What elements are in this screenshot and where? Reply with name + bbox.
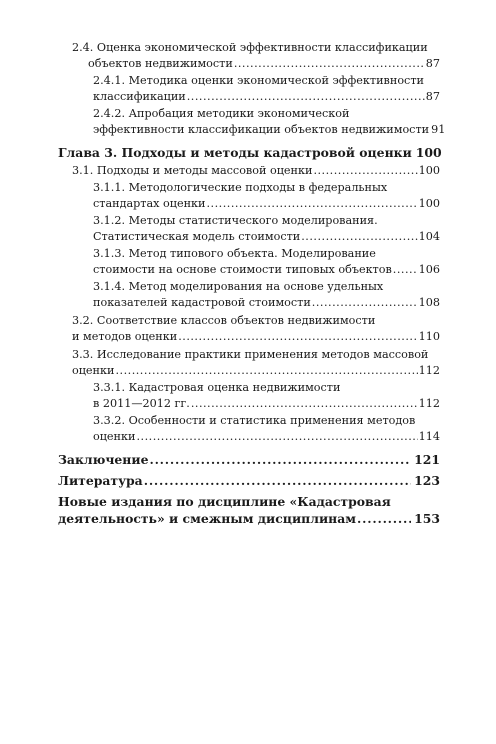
toc-entry-3-1-1[interactable] bbox=[58, 180, 440, 212]
toc-page-number: 110 bbox=[418, 330, 440, 343]
toc-page-number: 104 bbox=[418, 230, 440, 243]
toc-entry-text: 3.3. Исследование практики применения методов массовой bbox=[72, 348, 429, 361]
toc-page-number: 123 bbox=[414, 473, 440, 488]
dot-leader bbox=[206, 196, 417, 212]
toc-entry-text: 3.2. Соответствие классов объектов недвижимости bbox=[72, 314, 376, 327]
toc-page-number: 108 bbox=[418, 296, 440, 309]
toc-page-number: 87 bbox=[425, 57, 440, 70]
toc-entry-3-3-1[interactable] bbox=[58, 380, 440, 412]
toc-entry-text: 3.1.2. Методы статистического моделирования. bbox=[93, 214, 378, 227]
toc-chapter-text: Заключение bbox=[58, 452, 149, 467]
toc-page-number: 100 bbox=[415, 145, 442, 160]
toc-chapter-text: деятельность» и смежным дисциплинам bbox=[58, 511, 356, 526]
dot-leader bbox=[187, 89, 425, 105]
toc-page-number: 112 bbox=[418, 397, 440, 410]
toc-chapter-text: Новые издания по дисциплине «Кадастровая bbox=[58, 494, 391, 509]
toc-entry-3-1-4[interactable] bbox=[58, 279, 440, 311]
dot-leader bbox=[191, 396, 418, 412]
toc-conclusion[interactable] bbox=[58, 451, 440, 468]
toc-entry-text: 2.4.2. Апробация методики экономической bbox=[93, 107, 350, 120]
dot-leader bbox=[149, 451, 411, 468]
toc-entry-text: классификации bbox=[93, 90, 186, 103]
toc-entry-text: 3.1. Подходы и методы массовой оценки bbox=[72, 164, 313, 177]
toc-entry-text: Статистическая модель стоимости bbox=[93, 230, 301, 243]
toc-entry-3-1[interactable] bbox=[58, 163, 440, 179]
dot-leader bbox=[301, 229, 417, 245]
toc-page-number: 106 bbox=[418, 263, 440, 276]
toc-entry-3-3-2[interactable] bbox=[58, 413, 440, 445]
dot-leader bbox=[115, 363, 417, 379]
toc-chapter-text: Глава 3. Подходы и методы кадастровой оценки bbox=[58, 145, 412, 160]
dot-leader bbox=[136, 429, 417, 445]
toc-entry-text: 2.4.1. Методика оценки экономической эффективности bbox=[93, 74, 424, 87]
toc-entry-text: 3.3.1. Кадастровая оценка недвижимости bbox=[93, 381, 341, 394]
toc-entry-text: 3.1.3. Метод типового объекта. Моделирование bbox=[93, 247, 376, 260]
toc-chapter-3[interactable] bbox=[58, 144, 440, 161]
toc-entry-text: 3.1.1. Методологические подходы в федеральных bbox=[93, 181, 388, 194]
toc-entry-text: 3.3.2. Особенности и статистика применения методов bbox=[93, 414, 416, 427]
toc-page-number: 87 bbox=[425, 90, 440, 103]
toc-entry-text: и методов оценки bbox=[72, 330, 178, 343]
toc-page-number: 114 bbox=[418, 430, 440, 443]
toc-entry-text: стоимости на основе стоимости типовых объектов bbox=[93, 263, 392, 276]
toc-entry-text: эффективности классификации объектов недвижимости bbox=[93, 123, 430, 136]
dot-leader bbox=[234, 56, 425, 72]
dot-leader bbox=[312, 295, 418, 311]
toc-entry-text: 2.4. Оценка экономической эффективности классификации bbox=[72, 41, 428, 54]
toc-entry-3-3[interactable] bbox=[58, 347, 440, 379]
dot-leader bbox=[313, 163, 417, 179]
toc-entry-3-1-3[interactable] bbox=[58, 246, 440, 278]
toc-literature[interactable] bbox=[58, 472, 440, 489]
dot-leader bbox=[178, 329, 417, 345]
toc-entry-text: показателей кадастровой стоимости bbox=[93, 296, 311, 309]
toc-entry-2-4[interactable] bbox=[58, 40, 440, 72]
toc-entry-text: стандартах оценки bbox=[93, 197, 206, 210]
dot-leader bbox=[357, 510, 411, 527]
table-of-contents bbox=[58, 38, 446, 527]
toc-entry-text: 3.1.4. Метод моделирования на основе удельных bbox=[93, 280, 384, 293]
toc-entry-3-1-2[interactable] bbox=[58, 213, 440, 245]
toc-entry-text: в 2011—2012 гг. bbox=[93, 397, 190, 410]
toc-page-number: 112 bbox=[418, 364, 440, 377]
toc-entry-text: оценки bbox=[72, 364, 115, 377]
toc-page-number: 100 bbox=[418, 164, 440, 177]
toc-entry-2-4-1[interactable] bbox=[58, 73, 440, 105]
toc-chapter-text: Литература bbox=[58, 473, 143, 488]
toc-page-number: 100 bbox=[418, 197, 440, 210]
toc-page-number: 91 bbox=[431, 123, 446, 136]
toc-entry-text: объектов недвижимости bbox=[88, 57, 233, 70]
toc-entry-3-2[interactable] bbox=[58, 313, 440, 345]
toc-page-number: 153 bbox=[414, 511, 440, 526]
toc-new-editions[interactable] bbox=[58, 493, 440, 527]
dot-leader bbox=[393, 262, 418, 278]
toc-entry-2-4-2[interactable] bbox=[58, 106, 446, 138]
toc-entry-text: оценки bbox=[93, 430, 136, 443]
dot-leader bbox=[144, 472, 411, 489]
toc-page-number: 121 bbox=[414, 452, 440, 467]
